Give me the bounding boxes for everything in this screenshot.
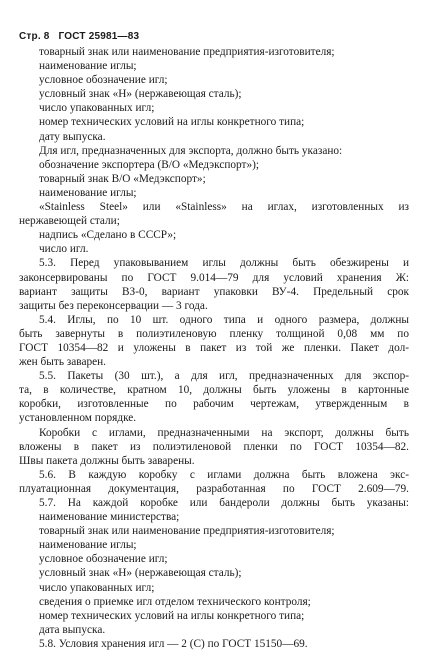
text-line: наименование иглы; — [39, 539, 137, 552]
page-number-label: Стр. 8 — [19, 31, 50, 42]
text-line: надпись «Сделано в СССР»; — [39, 229, 177, 242]
text-line: товарный знак или наименование предприятия-изготовителя; — [39, 525, 335, 538]
page-header — [19, 31, 145, 42]
text-line: 5.4. Иглы, по 10 шт. одного типа и одного размера, должны — [39, 313, 409, 326]
text-line: дату выпуска. — [39, 130, 106, 143]
text-line: 5.8. Условия хранения игл — 2 (С) по ГОСТ 15150—69. — [39, 637, 308, 650]
text-line: 5.3. Перед упаковыванием иглы должны быть обезжирены и — [39, 257, 409, 270]
text-line: защиты без переконсервации — 3 года. — [19, 299, 208, 312]
text-line: 5.7. На каждой коробке или бандероли должны быть указаны: — [39, 497, 409, 509]
text-line: наименование министерства; — [39, 511, 180, 524]
text-line: «Stainless Steel» или «Stainless» на иглах, изготовленных из — [39, 201, 409, 214]
text-line: число упакованных игл; — [39, 102, 155, 115]
text-line: наименование иглы; — [39, 60, 137, 73]
text-line: условное обозначение игл; — [39, 553, 168, 566]
text-line: дата выпуска. — [39, 623, 106, 636]
text-line: Для игл, предназначенных для экспорта, должно быть указано: — [39, 144, 343, 157]
text-line: 5.6. В каждую коробку с иглами должна быть вложена экс- — [39, 468, 409, 481]
text-line: Коробки с иглами, предназначенными на экспорт, должны быть — [39, 426, 409, 439]
text-line: число игл. — [39, 243, 89, 256]
text-line: номер технических условий на иглы конкретного типа; — [39, 609, 305, 622]
text-line: та, в количестве, кратном 10, должны быть уложены в картонные — [19, 384, 409, 397]
text-line: вариант защиты ВЗ-0, вариант упаковки ВУ-4. Предельный срок — [19, 285, 409, 298]
text-line: условное обозначение игл; — [39, 74, 168, 87]
text-line: жен быть заварен. — [19, 356, 106, 369]
text-line: сведения о приемке игл отделом технического контроля; — [39, 595, 311, 608]
text-line: условный знак «Н» (нержавеющая сталь); — [39, 567, 242, 580]
text-line: Швы пакета должны быть заварены. — [19, 454, 195, 467]
document-body — [19, 45, 409, 651]
text-line: ГОСТ 10354—82 и уложены в пакет из той же пленки. Пакет дол- — [19, 341, 409, 354]
text-line: быть завернуты в полиэтиленовую пленку толщиной 0,08 мм по — [19, 327, 409, 340]
text-line: коробки, изготовленные по рабочим чертежам, утвержденным в — [19, 398, 409, 411]
text-line: обозначение экспортера (В/О «Медэкспорт»); — [39, 158, 260, 171]
text-line: наименование иглы; — [39, 186, 137, 199]
text-line: число упакованных игл; — [39, 581, 155, 594]
text-line: вложены в пакет из полиэтиленовой пленки по ГОСТ 10354—82. — [19, 440, 409, 453]
text-line: товарный знак или наименование предприятия-изготовителя; — [39, 46, 335, 58]
text-line: плуатационная документация, разработанная по ГОСТ 2.609—79. — [19, 482, 409, 495]
text-line: номер технических условий на иглы конкретного типа; — [39, 116, 305, 129]
text-line: законсервированы по ГОСТ 9.014—79 для условий хранения Ж: — [19, 271, 409, 284]
text-line: нержавеющей стали; — [19, 215, 120, 228]
text-line: 5.5. Пакеты (30 шт.), а для игл, предназначенных для экспор- — [39, 370, 409, 383]
standard-designation: ГОСТ 25981—83 — [58, 31, 140, 42]
text-line: условный знак «Н» (нержавеющая сталь); — [39, 88, 242, 101]
text-line: товарный знак В/О «Медэкспорт»; — [39, 172, 206, 185]
text-line: установленном порядке. — [19, 412, 137, 425]
